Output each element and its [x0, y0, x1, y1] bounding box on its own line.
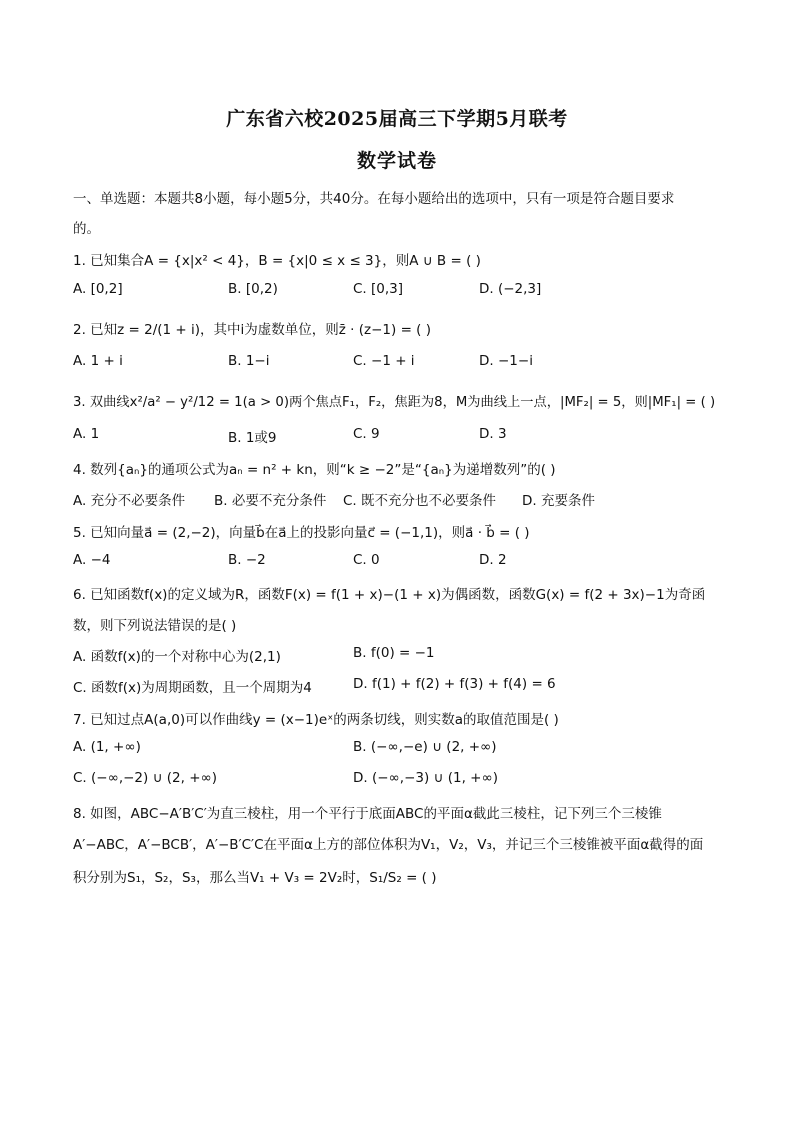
question-1-option-c: C. [0,3]	[353, 281, 404, 297]
question-4-option-d: D. 充要条件	[522, 493, 595, 509]
question-6-stem-line-1: 6. 已知函数f(x)的定义域为R，函数F(x) = f(1 + x)−(1 + x)为偶函数，函数G(x) = f(2 + 3x)−1为奇函	[73, 587, 706, 603]
question-4-stem: 4. 数列{aₙ}的通项公式为aₙ = n² + kn，则“k ≥ −2”是“{aₙ}为递增数列”的( )	[73, 462, 556, 478]
question-5-stem: 5. 已知向量a⃗ = (2,−2)，向量b⃗在a⃗上的投影向量c⃗ = (−1,1)，则a⃗ · b⃗ = ( )	[73, 525, 530, 541]
page-subtitle: 数学试卷	[356, 150, 437, 172]
question-8-stem-line-2: A′−ABC，A′−BCB′，A′−B′C′C在平面α上方的部位体积为V₁，V₂，V₃，并记三个三棱锥被平面α截得的面	[73, 837, 704, 853]
question-4-option-b: B. 必要不充分条件	[214, 493, 327, 509]
question-7-stem: 7. 已知过点A(a,0)可以作曲线y = (x−1)eˣ的两条切线，则实数a的取值范围是( )	[73, 712, 559, 728]
question-7-option-c: C. (−∞,−2) ∪ (2, +∞)	[73, 770, 218, 786]
question-5-option-b: B. −2	[228, 552, 266, 568]
question-6-option-a: A. 函数f(x)的一个对称中心为(2,1)	[73, 649, 281, 665]
section-heading-line-2: 的。	[73, 221, 100, 237]
question-7-option-a: A. (1, +∞)	[73, 739, 141, 755]
question-3-option-a: A. 1	[73, 426, 100, 442]
question-1-option-b: B. [0,2)	[228, 281, 278, 297]
page-title: 广东省六校2025届高三下学期5月联考	[226, 108, 568, 130]
question-3-stem: 3. 双曲线x²/a² − y²/12 = 1(a > 0)两个焦点F₁，F₂，焦距为8，M为曲线上一点，|MF₂| = 5，则|MF₁| = ( )	[73, 395, 716, 410]
question-7-option-d: D. (−∞,−3) ∪ (1, +∞)	[353, 770, 498, 786]
question-1-option-d: D. (−2,3]	[479, 281, 542, 297]
section-heading-line-1: 一、单选题：本题共8小题，每小题5分，共40分。在每小题给出的选项中，只有一项是符合题目要求	[73, 191, 675, 207]
question-2-option-d: D. −1−i	[479, 353, 533, 369]
question-5-option-d: D. 2	[479, 552, 507, 568]
question-6-option-c: C. 函数f(x)为周期函数，且一个周期为4	[73, 680, 312, 696]
question-5-option-c: C. 0	[353, 552, 380, 568]
question-3-option-b: B. 1或9	[228, 430, 277, 446]
question-4-option-a: A. 充分不必要条件	[73, 493, 186, 509]
question-2-option-a: A. 1 + i	[73, 353, 123, 369]
question-5-option-a: A. −4	[73, 552, 111, 568]
question-8-stem-line-1: 8. 如图，ABC−A′B′C′为直三棱柱，用一个平行于底面ABC的平面α截此三棱柱，记下列三个三棱锥	[73, 806, 662, 822]
question-4-option-c: C. 既不充分也不必要条件	[343, 493, 497, 509]
question-6-stem-line-2: 数，则下列说法错误的是( )	[73, 618, 237, 634]
question-1-option-a: A. [0,2]	[73, 281, 123, 297]
question-7-option-b: B. (−∞,−e) ∪ (2, +∞)	[353, 739, 497, 755]
question-6-option-d: D. f(1) + f(2) + f(3) + f(4) = 6	[353, 676, 556, 692]
question-3-option-d: D. 3	[479, 426, 507, 442]
question-6-option-b: B. f(0) = −1	[353, 645, 435, 661]
question-8-stem-line-3: 积分别为S₁，S₂，S₃，那么当V₁ + V₃ = 2V₂时，S₁/S₂ = ( )	[73, 870, 437, 886]
question-1-stem: 1. 已知集合A = {x|x² < 4}，B = {x|0 ≤ x ≤ 3}，则A ∪ B = ( )	[73, 253, 481, 269]
question-3-option-c: C. 9	[353, 426, 380, 442]
question-2-option-c: C. −1 + i	[353, 353, 415, 369]
question-2-stem: 2. 已知z = 2/(1 + i)，其中i为虚数单位，则z̄ · (z−1) = ( )	[73, 322, 432, 338]
question-2-option-b: B. 1−i	[228, 353, 270, 369]
